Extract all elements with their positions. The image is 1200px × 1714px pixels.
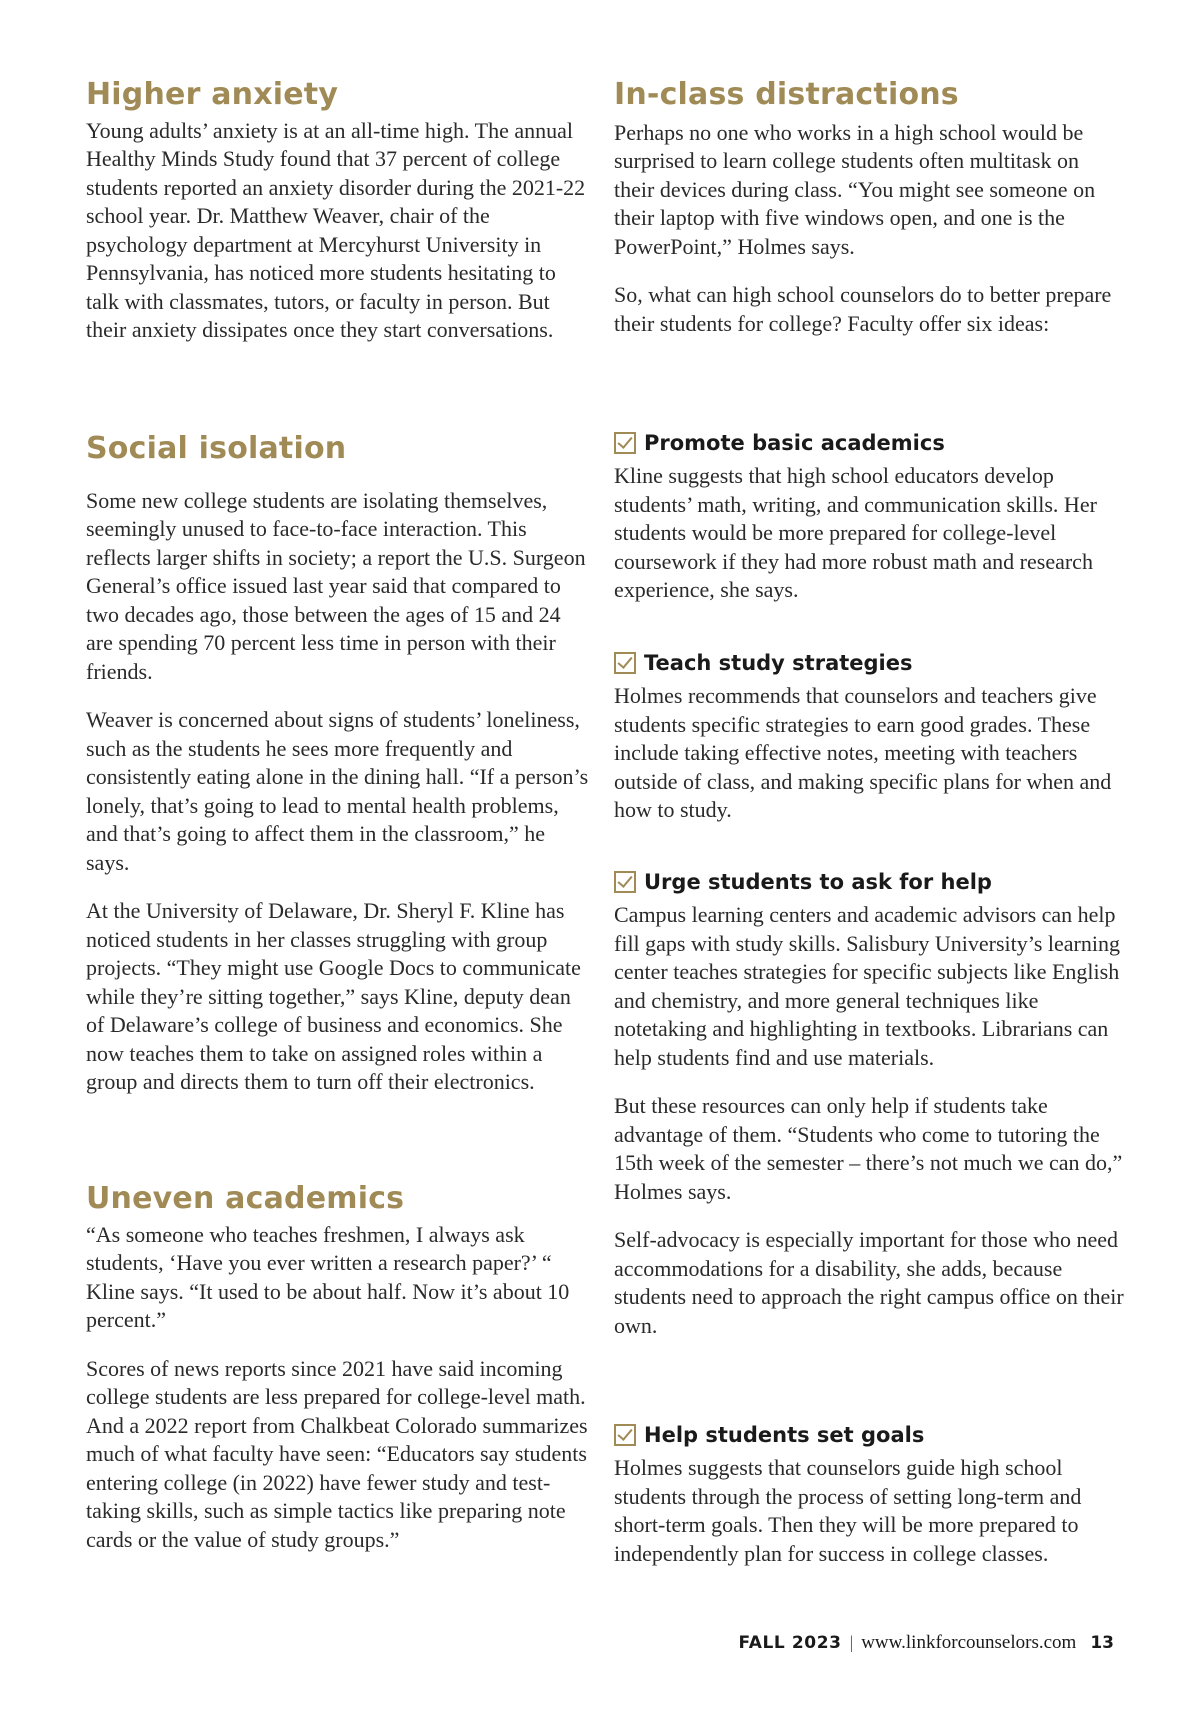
checkbox-icon	[614, 1424, 636, 1446]
section-heading: In-class distractions	[614, 77, 959, 112]
page-number: 13	[1090, 1633, 1114, 1653]
tip-heading-label: Help students set goals	[644, 1423, 925, 1447]
paragraph: But these resources can only help if students take advantage of them. “Students who come to tutoring the 15th week of the semester – there’s not much we can do,” Holmes says.	[614, 1093, 1123, 1204]
issue-label: FALL 2023	[738, 1633, 842, 1653]
paragraph: Campus learning centers and academic advisors can help fill gaps with study skills. Salisbury University’s learning center teaches strategies for specific subjects like English and chemistry, and more general techniques like notetaking and highlighting in textbooks. Librarians can help students find and use materials.	[614, 902, 1120, 1070]
tip-help-set-goals	[614, 1420, 1124, 1568]
paragraph: Young adults’ anxiety is at an all-time high. The annual Healthy Minds Study found that 37 percent of college students reported an anxiety disorder during the 2021-22 school year. Dr. Matthew Weaver, chair of the psychology department at Mercyhurst University in Pennsylvania, has noticed more students hesitating to talk with classmates, tutors, or faculty in person. But their anxiety dissipates once they start conversations.	[86, 117, 586, 342]
paragraph: Some new college students are isolating themselves, seemingly unused to face-to-face interaction. This reflects larger shifts in society; a report the U.S. Surgeon General’s office issued last year said that compared to two decades ago, those between the ages of 15 and 24 are spending 70 percent less time in person with their friends.	[86, 487, 586, 684]
paragraph: Perhaps no one who works in a high school would be surprised to learn college students often multitask on their devices during class. “You might see someone on their laptop with five windows open, and one is the PowerPoint,” Holmes says.	[614, 119, 1096, 259]
checkbox-icon	[614, 871, 636, 893]
tip-heading-label: Promote basic academics	[644, 431, 945, 455]
footer-url: www.linkforcounselors.com	[861, 1632, 1077, 1653]
paragraph: Holmes recommends that counselors and teachers give students specific strategies to earn good grades. These include taking effective notes, meeting with teachers outside of class, and making specific plans for when and how to study.	[614, 683, 1112, 822]
section-heading: Uneven academics	[86, 1181, 405, 1216]
paragraph: “As someone who teaches freshmen, I always ask students, ‘Have you ever written a research paper?’ “ Kline says. “It used to be about half. Now it’s about 10 percent.”	[86, 1221, 570, 1332]
checkbox-icon	[614, 432, 636, 454]
tip-heading	[614, 428, 1124, 458]
paragraph: Weaver is concerned about signs of students’ loneliness, such as the students he sees more frequently and consistently eating alone in the dining hall. “If a person’s lonely, that’s going to lead to mental health problems, and that’s going to affect them in the classroom,” he says.	[86, 707, 589, 875]
tip-heading-label: Urge students to ask for help	[644, 870, 992, 894]
checkbox-icon	[614, 652, 636, 674]
tip-teach-study-strategies	[614, 648, 1124, 825]
section-in-class-distractions	[614, 78, 1124, 338]
tip-promote-basic-academics	[614, 428, 1124, 605]
paragraph: Kline suggests that high school educators develop students’ math, writing, and communication skills. Her students would be more prepared for college-level coursework if they had more robust math and research experience, she says.	[614, 463, 1097, 602]
paragraph: So, what can high school counselors do to better prepare their students for college? Faculty offer six ideas:	[614, 282, 1112, 336]
tip-urge-students	[614, 867, 1124, 1340]
section-higher-anxiety	[86, 78, 591, 345]
paragraph: Holmes suggests that counselors guide high school students through the process of setting long-term and short-term goals. Then they will be more prepared to independently plan for success in college classes.	[614, 1455, 1082, 1566]
paragraph: At the University of Delaware, Dr. Sheryl F. Kline has noticed students in her classes struggling with group projects. “They might use Google Docs to communicate while they’re sitting together,” says Kline, deputy dean of Delaware’s college of business and economics. She now teaches them to take on assigned roles within a group and directs them to turn off their electronics.	[86, 898, 581, 1094]
page-footer	[738, 1632, 1114, 1654]
section-social-isolation	[86, 432, 591, 1097]
tip-heading	[614, 648, 1124, 678]
paragraph: Scores of news reports since 2021 have said incoming college students are less prepared for college-level math. And a 2022 report from Chalkbeat Colorado summarizes much of what faculty have seen: “Educators say students entering college (in 2022) have fewer study and test-taking skills, such as simple tactics like preparing note cards or the value of study groups.”	[86, 1355, 588, 1552]
paragraph: Self-advocacy is especially important for those who need accommodations for a disability, she adds, because students need to approach the right campus office on their own.	[614, 1227, 1124, 1338]
footer-separator: |	[849, 1632, 854, 1652]
section-heading: Social isolation	[86, 431, 347, 466]
section-uneven-academics	[86, 1182, 591, 1554]
tip-heading-label: Teach study strategies	[644, 651, 913, 675]
tip-heading	[614, 867, 1124, 897]
section-heading: Higher anxiety	[86, 77, 339, 112]
tip-heading	[614, 1420, 1124, 1450]
